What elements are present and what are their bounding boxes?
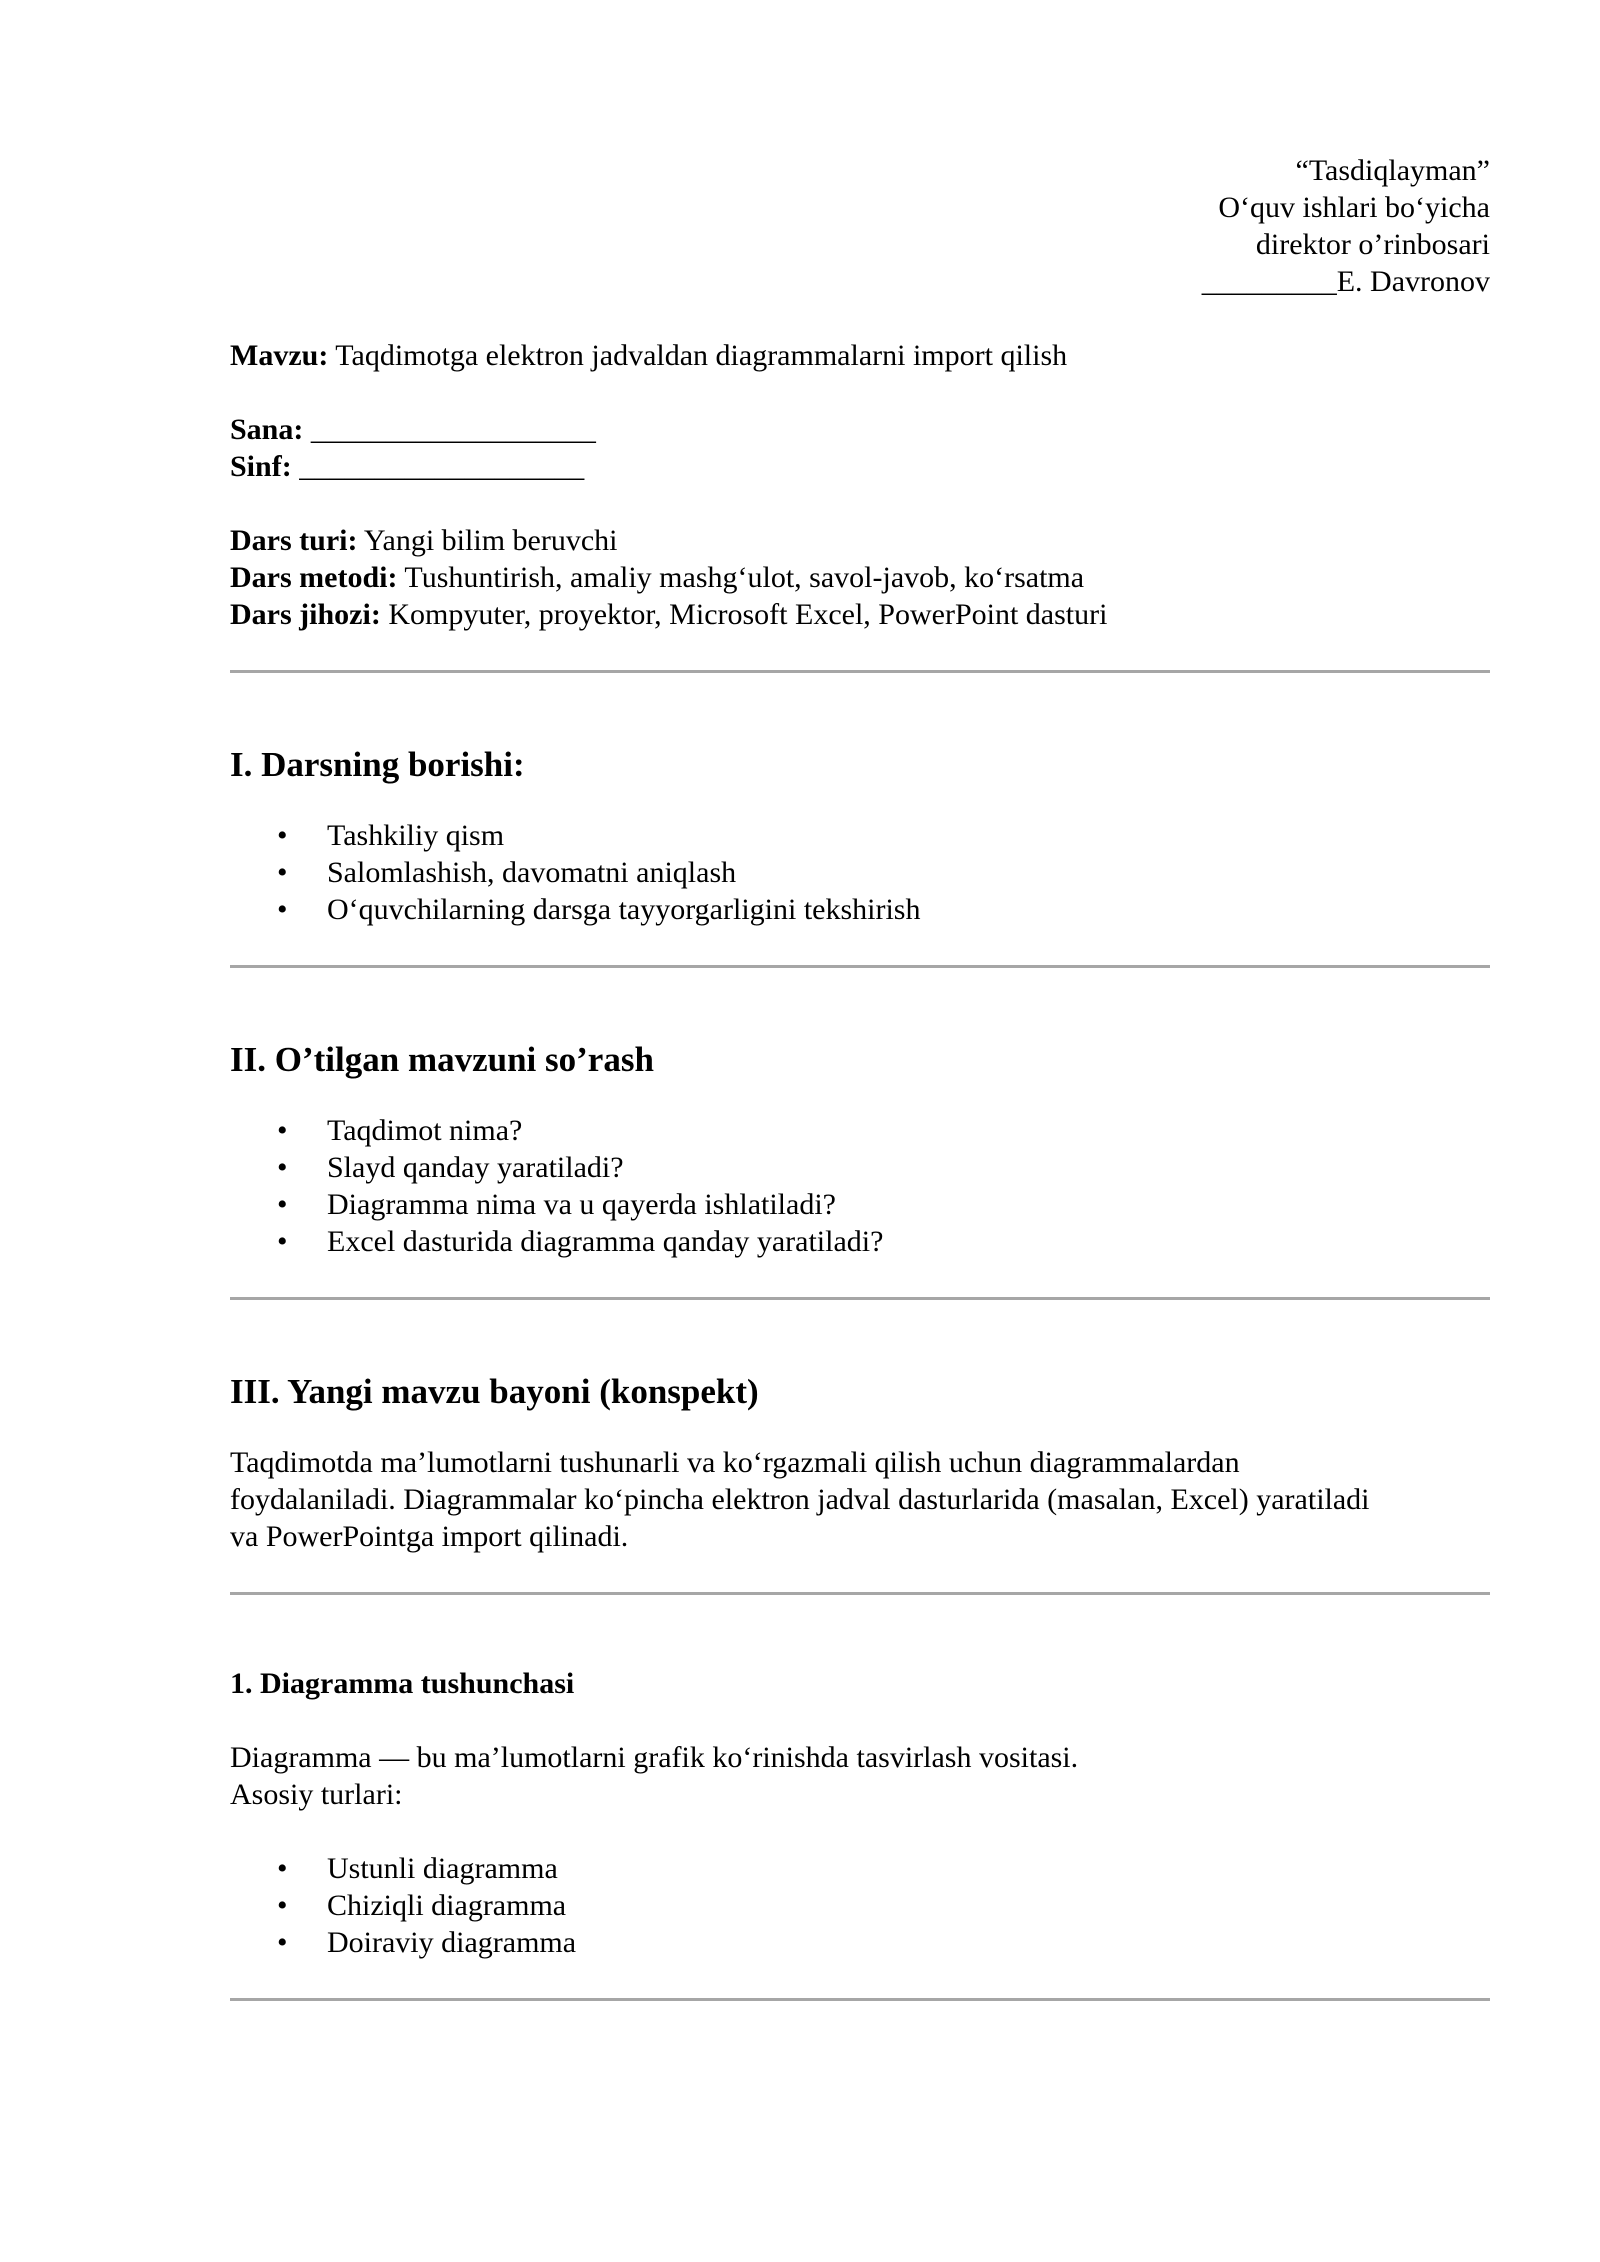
field-dars-metodi: [230, 559, 1490, 596]
field-dars-metodi-value: Tushuntirish, amaliy mashg‘ulot, savol-javob, ko‘rsatma: [397, 561, 1085, 594]
field-dars-jihozi-value: Kompyuter, proyektor, Microsoft Excel, PowerPoint dasturi: [380, 598, 1108, 631]
field-dars-turi: [230, 522, 1490, 559]
field-sana-value: ___________________: [303, 413, 596, 446]
field-dars-turi-label: Dars turi:: [230, 524, 358, 557]
field-mavzu-value: Taqdimotga elektron jadvaldan diagrammalarni import qilish: [328, 339, 1068, 372]
field-sinf-value: ___________________: [291, 450, 585, 483]
list-item: • Ustunli diagramma: [230, 1850, 1490, 1887]
approval-line-2: O‘quv ishlari bo‘yicha: [1218, 191, 1490, 224]
field-sinf-label: Sinf:: [230, 450, 292, 483]
approval-block: [230, 152, 1490, 300]
section-3-title: III. Yangi mavzu bayoni (konspekt): [230, 1372, 759, 1411]
field-mavzu-label: Mavzu:: [230, 339, 329, 372]
approval-signature: _________E. Davronov: [1201, 265, 1490, 298]
subsection-1-line-1: Diagramma — bu ma’lumotlarni grafik ko‘rinishda tasvirlash vositasi.: [230, 1741, 1079, 1774]
approval-title: “Tasdiqlayman”: [1295, 154, 1490, 187]
list-item: • O‘quvchilarning darsga tayyorgarligini tekshirish: [230, 891, 1490, 928]
list-item: • Salomlashish, davomatni aniqlash: [230, 854, 1490, 891]
section-1-list: [230, 817, 1490, 928]
section-3-paragraph-line-2: foydalaniladi. Diagrammalar ko‘pincha elektron jadval dasturlarida (masalan, Excel) yaratiladi: [230, 1483, 1370, 1516]
field-sana: [230, 411, 1490, 448]
approval-line-3: direktor o’rinbosari: [1255, 228, 1490, 261]
section-2-title: II. O’tilgan mavzuni so’rash: [230, 1040, 654, 1079]
section-3-paragraph-line-1: Taqdimotda ma’lumotlarni tushunarli va ko‘rgazmali qilish uchun diagrammalardan: [230, 1446, 1240, 1479]
list-item: • Taqdimot nima?: [230, 1112, 1490, 1149]
field-dars-jihozi-label: Dars jihozi:: [230, 598, 381, 631]
document-content: [230, 152, 1490, 2001]
list-item: • Diagramma nima va u qayerda ishlatiladi?: [230, 1186, 1490, 1223]
section-3-paragraph: [230, 1444, 1490, 1555]
subsection-1-line-2: Asosiy turlari:: [230, 1778, 403, 1811]
subsection-1-list: [230, 1850, 1490, 1961]
subsection-1-text: [230, 1739, 1490, 1813]
section-2-list: [230, 1112, 1490, 1260]
list-item: • Tashkiliy qism: [230, 817, 1490, 854]
field-mavzu: [230, 337, 1490, 374]
field-sana-label: Sana:: [230, 413, 304, 446]
list-item: • Doiraviy diagramma: [230, 1924, 1490, 1961]
field-dars-turi-value: Yangi bilim beruvchi: [357, 524, 618, 557]
field-dars-metodi-label: Dars metodi:: [230, 561, 398, 594]
field-sinf: [230, 448, 1490, 485]
subsection-1-title: 1. Diagramma tushunchasi: [230, 1667, 575, 1700]
list-item: • Slayd qanday yaratiladi?: [230, 1149, 1490, 1186]
section-3-paragraph-line-3: va PowerPointga import qilinadi.: [230, 1520, 629, 1553]
list-item: • Chiziqli diagramma: [230, 1887, 1490, 1924]
section-1-title: I. Darsning borishi:: [230, 745, 525, 784]
field-dars-jihozi: [230, 596, 1490, 633]
divider: [230, 1998, 1490, 2001]
list-item: • Excel dasturida diagramma qanday yaratiladi?: [230, 1223, 1490, 1260]
